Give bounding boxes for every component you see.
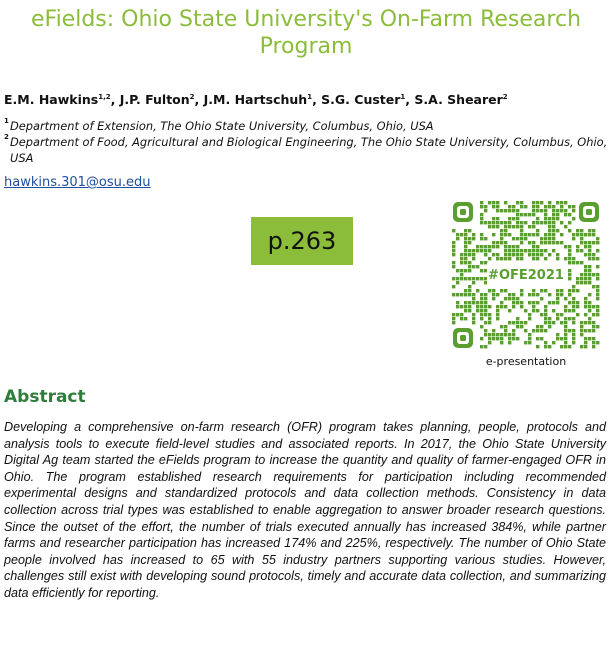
- qr-caption: e-presentation: [485, 355, 567, 368]
- author-name: S.G. Custer: [321, 92, 401, 107]
- qr-finder-icon: [453, 328, 473, 348]
- affiliation-list: [4, 118, 608, 166]
- author-name: J.P. Fulton: [119, 92, 190, 107]
- affiliation-number: 1: [4, 117, 9, 125]
- author-affiliation: 1: [400, 92, 406, 101]
- abstract-heading: Abstract: [4, 387, 86, 407]
- author-affiliation: 2: [502, 92, 508, 101]
- affiliation-number: 2: [4, 133, 9, 141]
- author-affiliation: 2: [189, 92, 195, 101]
- affiliation-item: [4, 134, 608, 166]
- author-email-link[interactable]: hawkins.301@osu.edu: [4, 175, 151, 190]
- affiliation-text: Department of Extension, The Ohio State University, Columbus, Ohio, USA: [10, 119, 434, 133]
- qr-logo-label: #OFE2021: [488, 268, 564, 283]
- author-affiliation: 1: [307, 92, 313, 101]
- affiliation-item: [4, 118, 608, 134]
- qr-finder-icon: [579, 202, 599, 222]
- page-number-badge: p.263: [251, 217, 353, 265]
- author-list: E.M. Hawkins$^{1,2}$, J.P. Fulton$^2$, J.M. Hartschuh$^1$, S.G. Custer$^1$, S.A. Shearer$^2$: [4, 92, 508, 107]
- paper-title: eFields: Ohio State University's On-Farm Research Program: [30, 7, 582, 59]
- affiliation-text: Department of Food, Agricultural and Biological Engineering, The Ohio State University, Columbus, Ohio, USA: [10, 135, 608, 165]
- abstract-text: Developing a comprehensive on-farm research (OFR) program takes planning, people, protocols and analysis tools to execute field-level studies and associated reports. In 2017, the Ohio State University Digital Ag team started the eFields program to increase the quantity and quality of farmer-engaged OFR in Ohio. The program established research requirements for participation including recommended experimental designs and standardized protocols and data collection methods. Consistency in data collection across trial types was established to enable aggregation to answer broader research questions. Since the outset of the effort, the number of trials executed annually has increased 384%, while partner farms and researcher participation has increased 174% and 225%, respectively. The number of Ohio State people involved has increased to 65 with 55 industry partners supporting various studies. However, challenges still exist with developing sound protocols, timely and accurate data collection, and summarizing data efficiently for reporting.: [4, 420, 606, 600]
- qr-finder-icon: [453, 202, 473, 222]
- author-affiliation: 1,2: [98, 92, 111, 101]
- author-name: E.M. Hawkins: [4, 92, 99, 107]
- qr-code[interactable]: [451, 200, 601, 350]
- author-name: S.A. Shearer: [414, 92, 503, 107]
- author-name: J.M. Hartschuh: [203, 92, 308, 107]
